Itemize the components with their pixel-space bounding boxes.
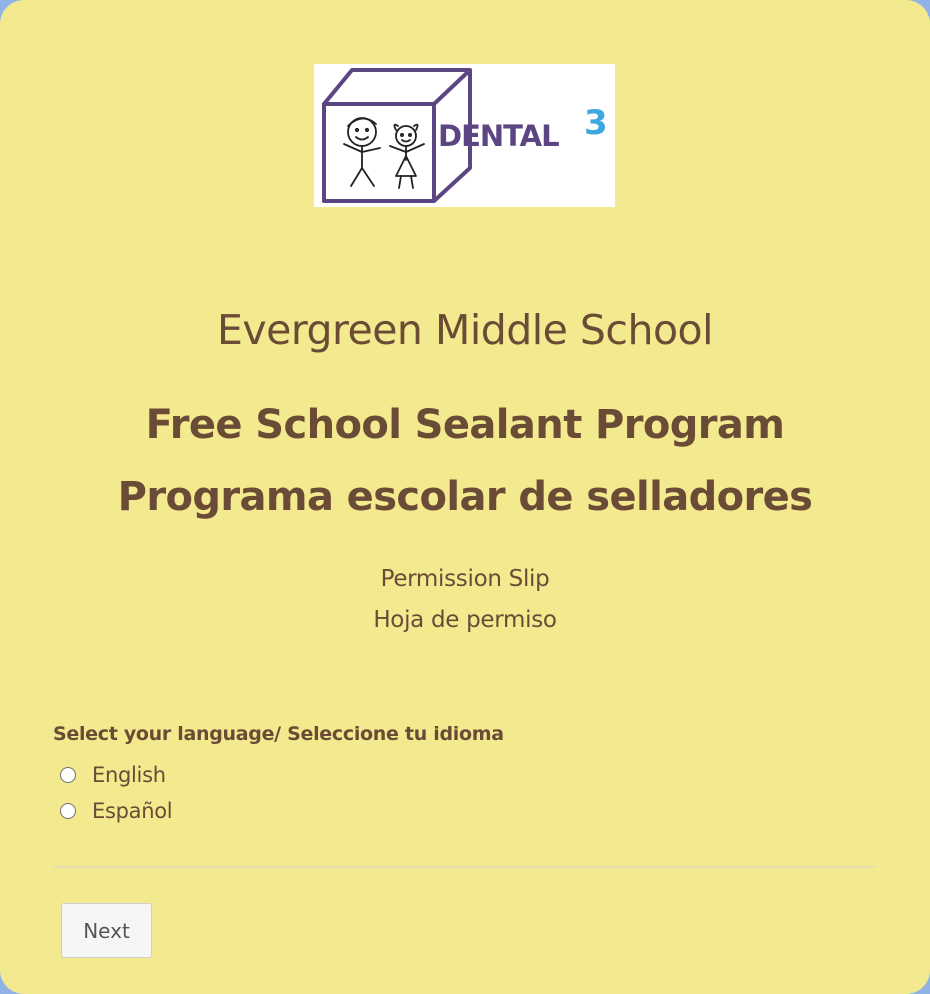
logo-brand-text: DENTAL (438, 119, 559, 153)
language-question: Select your language/ Seleccione tu idioma (53, 723, 504, 745)
logo-graphic (314, 64, 615, 207)
dental3-logo (314, 64, 615, 207)
logo-superscript: 3 (584, 103, 608, 143)
next-button[interactable]: Next (61, 903, 152, 958)
kids-drawing-icon (344, 118, 424, 188)
english-label[interactable]: English (92, 763, 166, 787)
spanish-radio[interactable] (60, 803, 76, 819)
permission-slip-en: Permission Slip (380, 566, 550, 592)
spanish-label[interactable]: Español (92, 799, 173, 823)
divider (53, 866, 876, 868)
english-radio[interactable] (60, 767, 76, 783)
permission-slip-es: Hoja de permiso (373, 607, 557, 633)
school-name: Evergreen Middle School (216, 306, 714, 354)
language-option-spanish[interactable] (60, 798, 172, 824)
language-option-english[interactable] (60, 762, 166, 788)
program-title-en: Free School Sealant Program (145, 402, 785, 448)
program-title-es: Programa escolar de selladores (117, 474, 813, 520)
